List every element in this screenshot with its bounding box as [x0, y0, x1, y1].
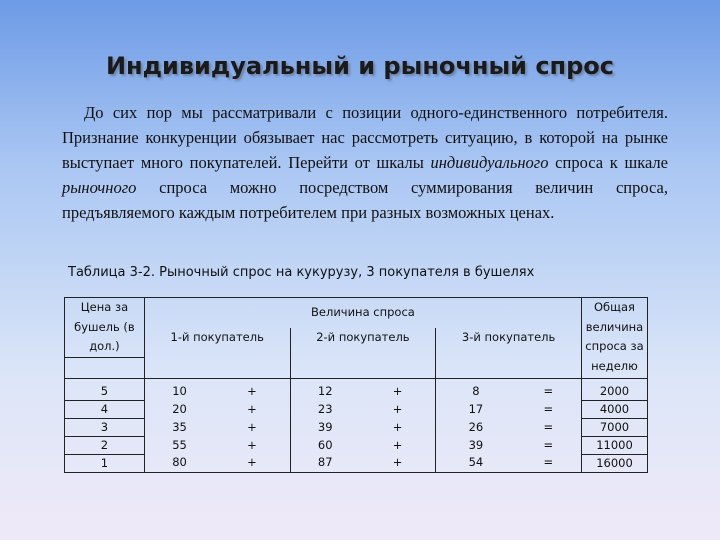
paragraph-text-3: спроса можно посредством суммирования величин спроса, предъявляемого каждым потребителем при разных возможных ценах. — [62, 178, 668, 222]
total-cell: 7000 — [581, 418, 647, 436]
operator-cell: + — [360, 400, 436, 418]
operator-cell: + — [214, 454, 290, 472]
price-header-filler — [65, 357, 145, 374]
paragraph-italic-market: рыночного — [62, 178, 137, 197]
operator-cell: + — [360, 454, 436, 472]
operator-cell: = — [516, 454, 582, 472]
buyer-1-cell: 80 — [144, 454, 214, 472]
table-row — [65, 378, 648, 400]
price-cell: 1 — [65, 454, 145, 472]
table-row — [65, 418, 648, 436]
operator-cell: + — [360, 418, 436, 436]
operator-cell: + — [214, 436, 290, 454]
buyer-2-header: 2-й покупатель — [290, 328, 436, 357]
buyer-3-cell: 17 — [468, 401, 484, 416]
buyer-3-cell: 39 — [468, 437, 484, 452]
price-cell: 3 — [65, 418, 145, 436]
operator-cell: + — [360, 378, 436, 400]
body-paragraph — [62, 100, 668, 225]
buyer-1-cell: 20 — [144, 400, 214, 418]
operator-cell: + — [214, 418, 290, 436]
paragraph-italic-individual: индивидуального — [430, 153, 549, 172]
buyer-2-cell: 87 — [290, 454, 360, 472]
buyer-2-cell: 39 — [317, 419, 333, 434]
price-cell: 2 — [65, 436, 145, 454]
paragraph-text-2: спроса к шкале — [548, 153, 668, 172]
operator-cell: = — [516, 378, 582, 400]
buyer-2-header-filler — [290, 357, 436, 374]
buyer-1-header-filler — [144, 357, 290, 374]
paragraph-text-1: До сих пор мы рассматривали с позиции одного-единственного потребителя. Признание конкуренции обязывает нас рассмотреть ситуацию, в которой на рынке выступает много покупателей. Перейти от шкалы — [62, 103, 668, 172]
table-row — [65, 400, 648, 418]
buyer-1-header: 1-й покупатель — [170, 329, 264, 344]
buyer-3-header: 3-й покупатель — [436, 328, 582, 357]
buyer-3-cell: 8 — [436, 378, 516, 400]
operator-cell: + — [214, 400, 290, 418]
table-row — [65, 454, 648, 472]
buyer-3-cell: 26 — [468, 419, 484, 434]
operator-cell: + — [214, 378, 290, 400]
total-cell: 4000 — [581, 400, 647, 418]
buyer-1-cell: 10 — [144, 378, 214, 400]
buyer-2-cell: 12 — [290, 378, 360, 400]
total-cell: 16000 — [581, 454, 647, 472]
operator-cell: = — [516, 400, 582, 418]
total-header: Общая величина спроса за неделю — [581, 298, 647, 379]
price-header: Цена за бушель (в дол.) — [65, 298, 145, 358]
total-cell: 11000 — [581, 436, 647, 454]
slide-title: Индивидуальный и рыночный спрос — [105, 52, 615, 80]
operator-cell: + — [360, 436, 436, 454]
table-caption: Таблица 3-2. Рыночный спрос на кукурузу, 3 покупателя в бушелях — [68, 265, 535, 280]
price-cell: 4 — [65, 400, 145, 418]
total-cell: 2000 — [581, 378, 647, 400]
buyer-3-cell: 54 — [436, 454, 516, 472]
buyer-3-header-filler — [436, 357, 582, 374]
market-demand-table — [64, 297, 648, 473]
operator-cell: = — [516, 436, 582, 454]
buyer-2-cell: 60 — [317, 437, 333, 452]
quantity-header: Величина спроса — [144, 298, 581, 328]
buyer-1-cell: 35 — [144, 418, 214, 436]
buyer-1-cell: 55 — [144, 436, 214, 454]
price-cell: 5 — [65, 378, 145, 400]
table-row — [65, 436, 648, 454]
operator-cell: = — [516, 418, 582, 436]
buyer-2-cell: 23 — [317, 401, 333, 416]
